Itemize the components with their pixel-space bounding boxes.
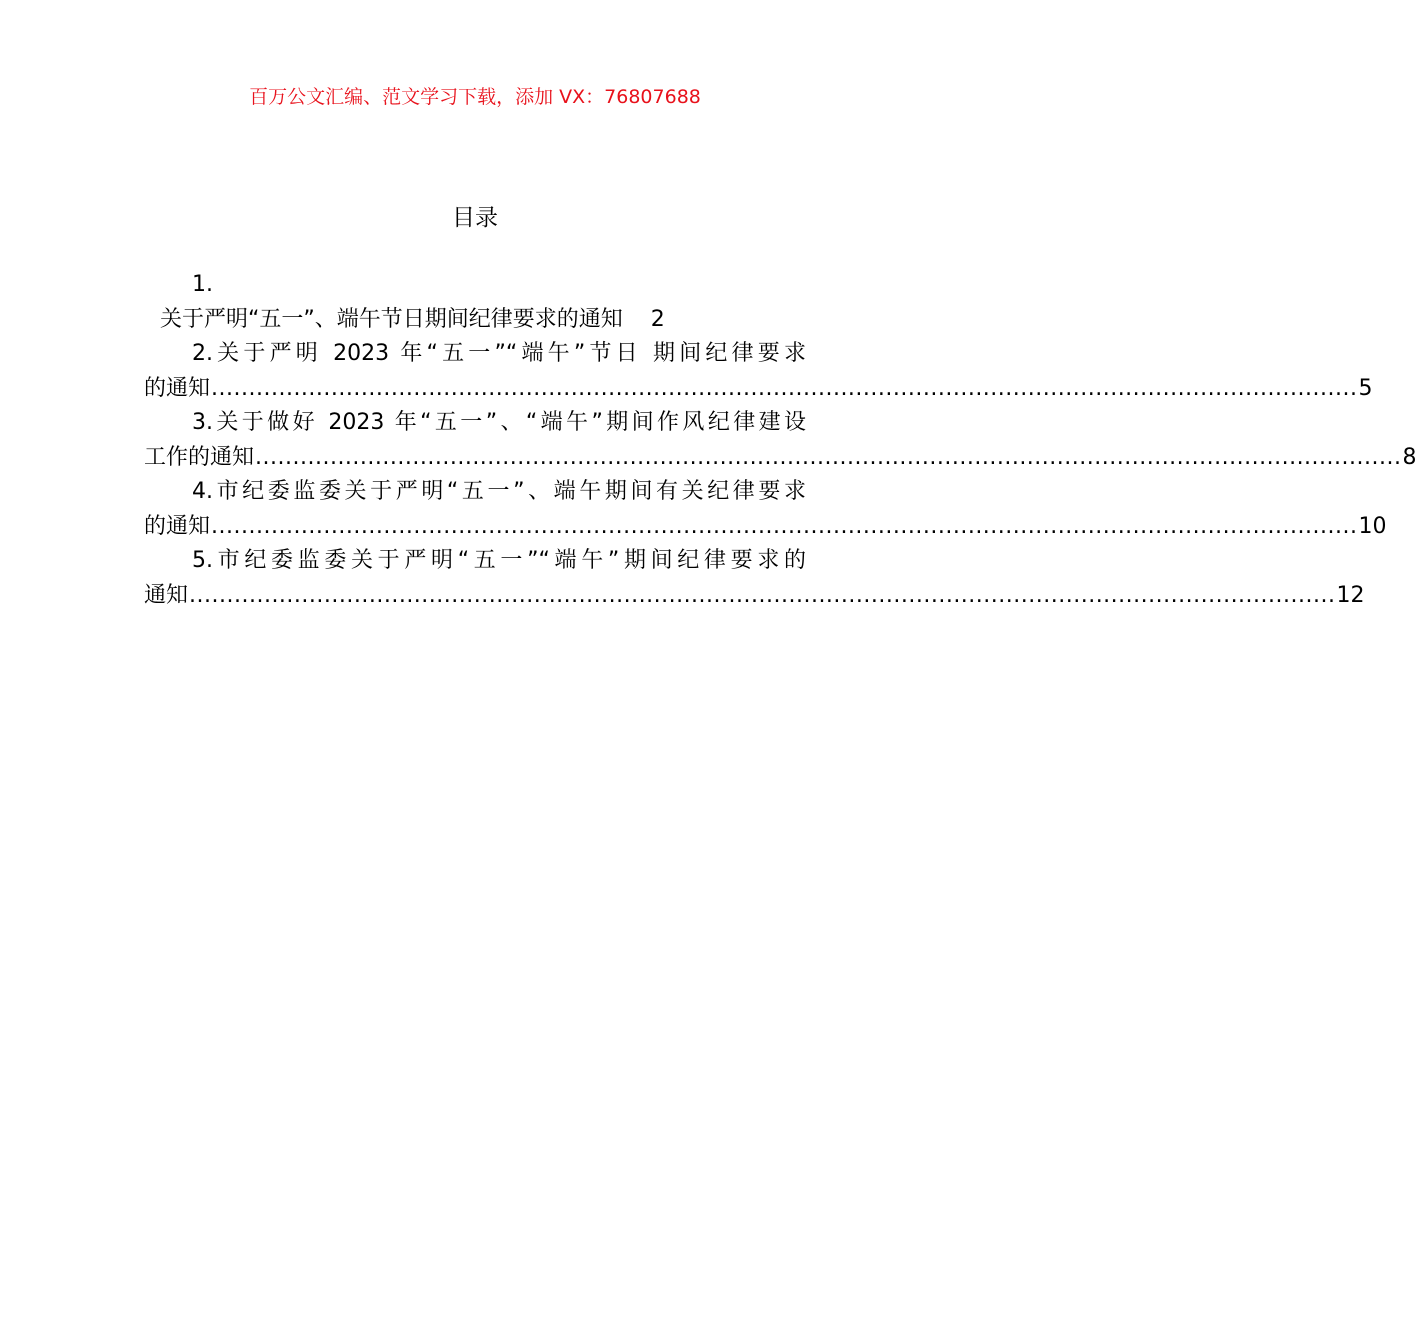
toc-entry-number: 1. [192, 272, 213, 297]
toc-entry-title-continued: 的通知 [144, 375, 211, 401]
toc-entry-title: 4.市纪委监委关于严明“五一”、端午期间有关纪律要求 [192, 479, 806, 504]
toc-entry-2[interactable] [144, 337, 1373, 406]
header-note: 百万公文汇编、范文学习下载，添加 VX：76807688 [249, 86, 701, 108]
toc-page-number: 8 [1402, 444, 1416, 470]
dot-leader: ......................................................................................................................................................... [211, 513, 1358, 539]
toc-entry-title-continued: 通知 [144, 582, 189, 608]
toc-entry-title: 2.关于严明 2023 年“五一”“端午”节日 期间纪律要求 [192, 341, 806, 366]
toc-entry-title-continued: 工作的通知 [144, 444, 255, 470]
toc-page-number: 5 [1358, 375, 1373, 401]
toc-entry-title: 关于严明“五一”、端午节日期间纪律要求的通知 [160, 306, 623, 332]
dot-leader: ......................................................................................................................................................... [211, 375, 1358, 401]
toc-entry-1[interactable] [144, 268, 806, 337]
toc-entry-title: 3.关于做好 2023 年“五一”、“端午”期间作风纪律建设 [192, 410, 806, 435]
toc-entry-5[interactable] [144, 544, 1365, 613]
toc-page-number: 2 [650, 306, 665, 332]
dot-leader: ......................................................................................................................................................... [189, 582, 1336, 608]
page-title: 目录 [452, 205, 498, 231]
toc-entry-3[interactable] [144, 406, 1416, 475]
toc-entry-4[interactable] [144, 475, 1387, 544]
toc-page-number: 12 [1336, 582, 1365, 608]
toc-entry-title: 5.市纪委监委关于严明“五一”“端午”期间纪律要求的 [192, 548, 806, 573]
toc-entry-title-continued: 的通知 [144, 513, 211, 539]
dot-leader: ......................................................................................................................................................... [255, 444, 1402, 470]
table-of-contents [144, 268, 1416, 613]
toc-page-number: 10 [1358, 513, 1387, 539]
